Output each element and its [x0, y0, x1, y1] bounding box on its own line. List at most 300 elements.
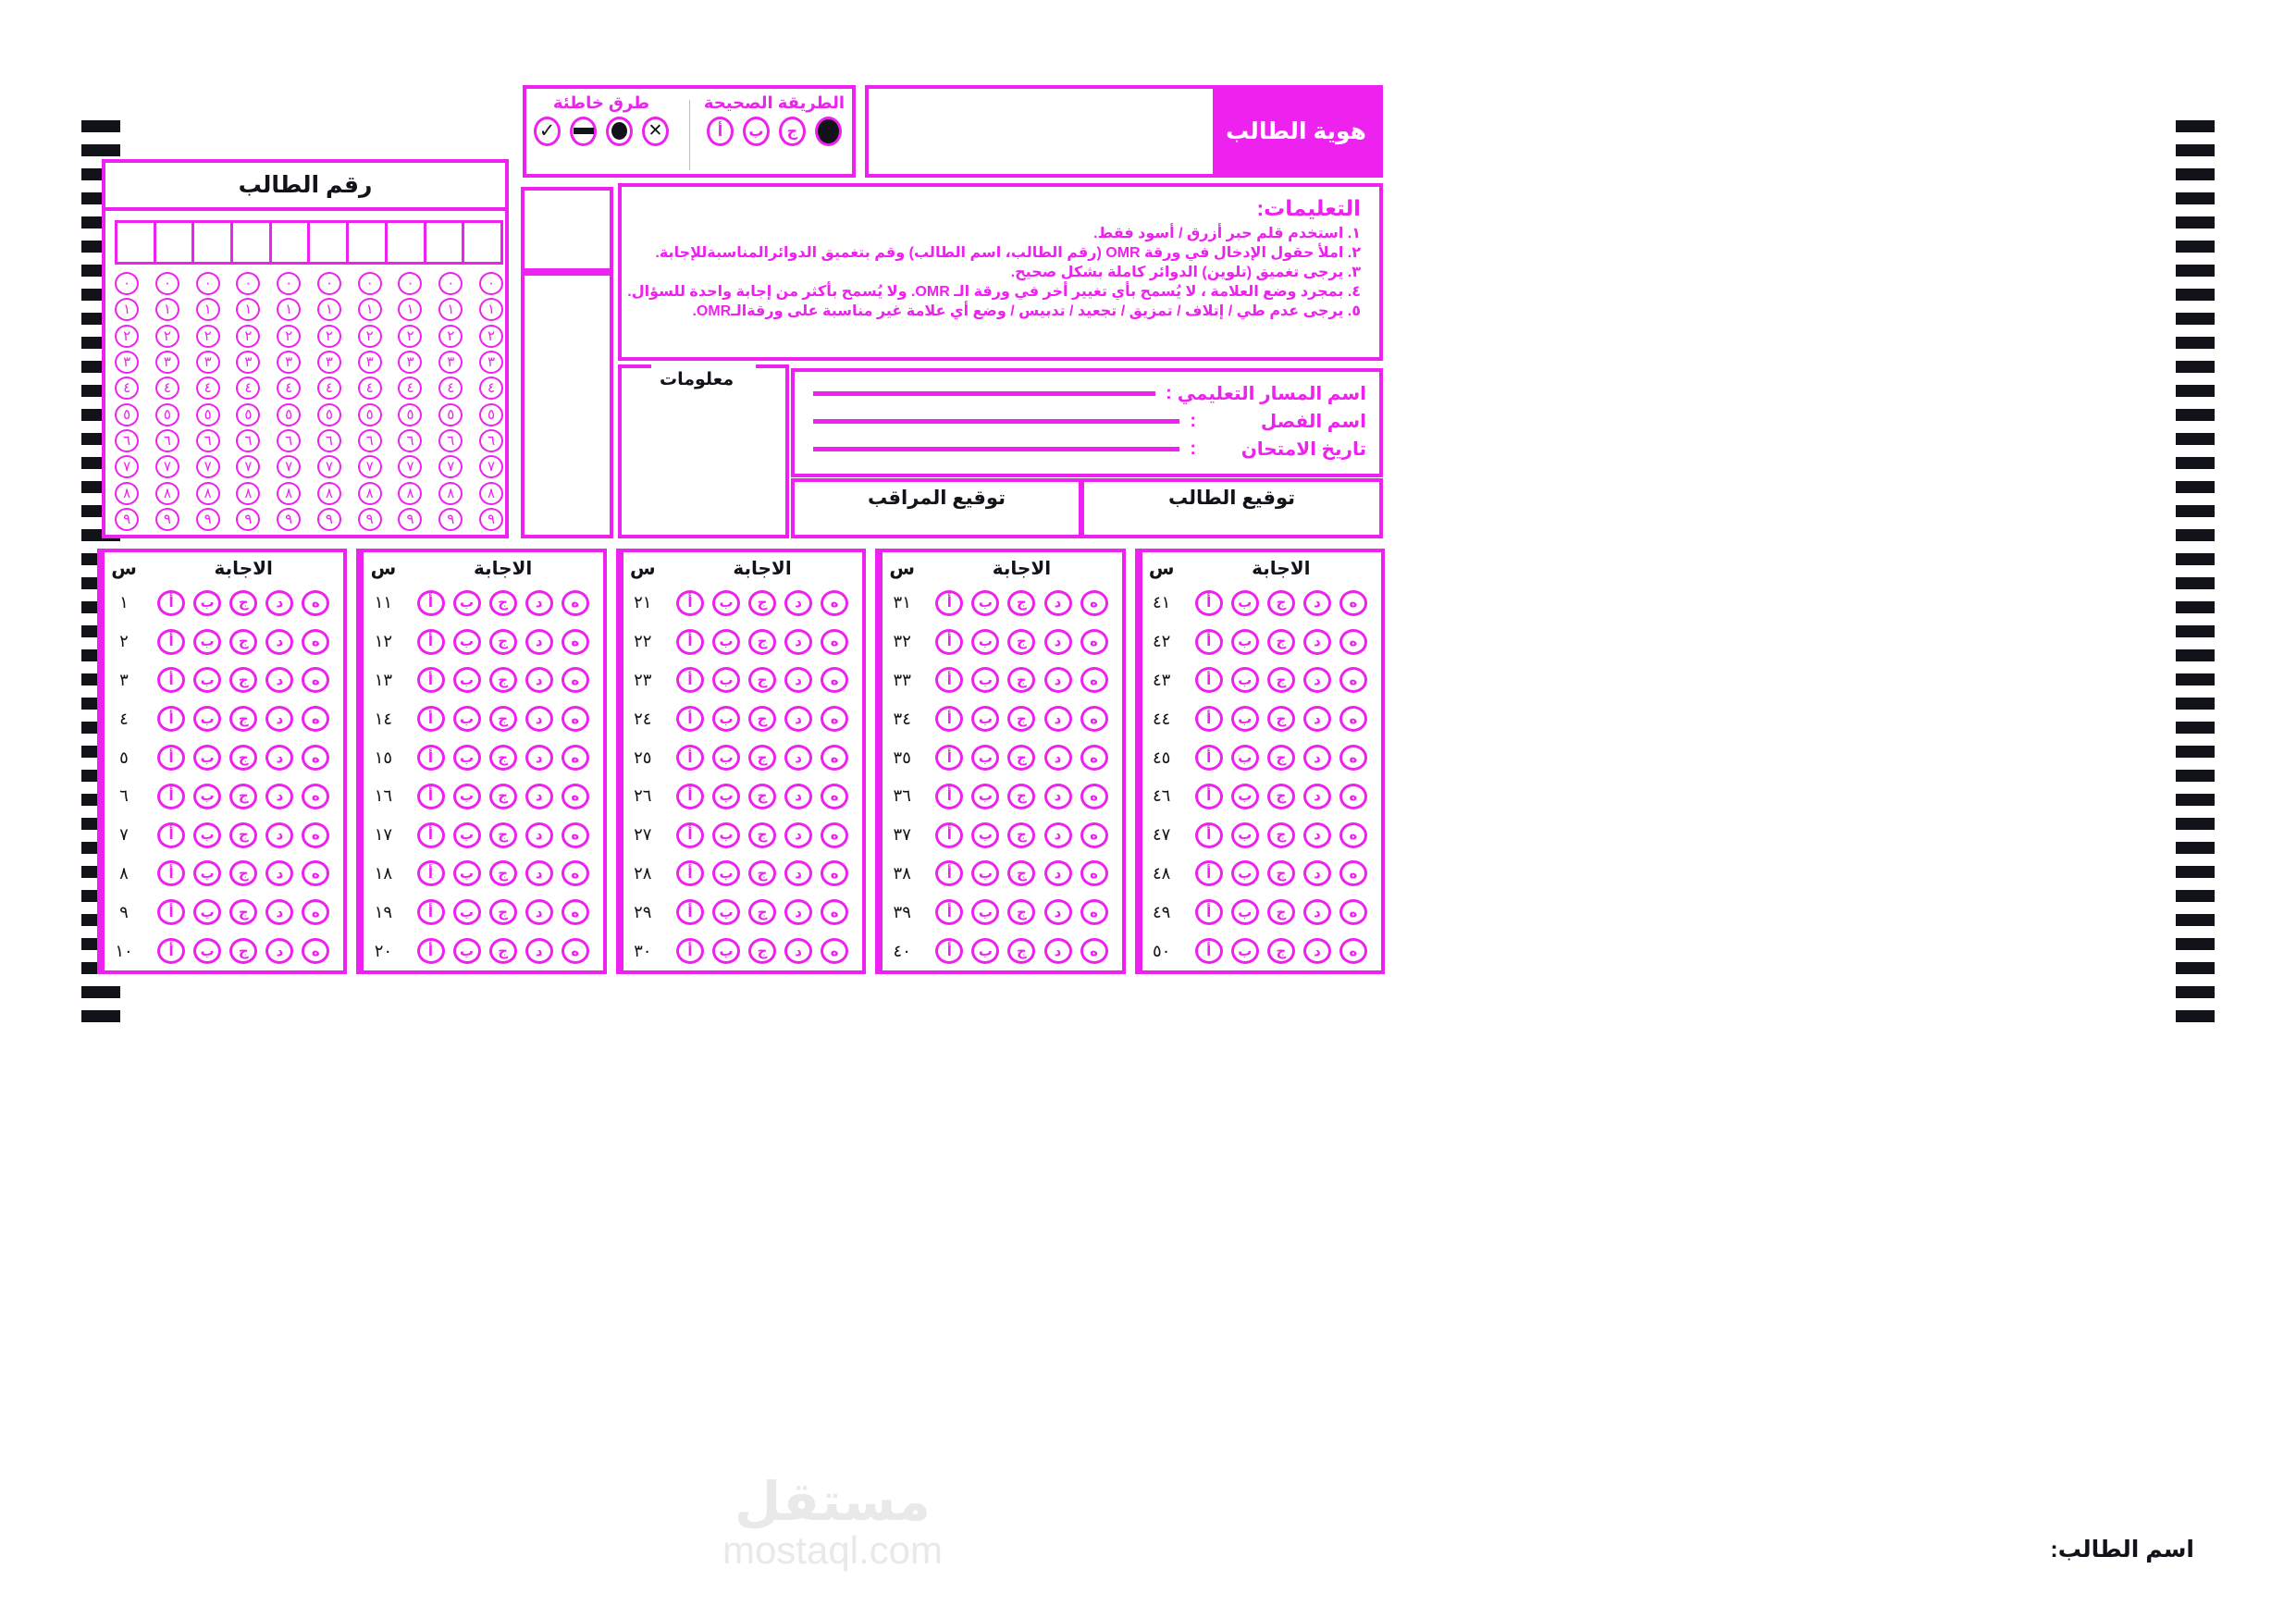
answer-option-bubble[interactable]: د	[525, 822, 553, 848]
student-number-bubble[interactable]: ٣	[438, 351, 463, 374]
answer-option-bubble[interactable]: د	[1303, 860, 1331, 886]
answer-option-bubble[interactable]: ج	[1267, 667, 1295, 693]
student-number-bubble[interactable]: ٣	[479, 351, 503, 374]
answer-option-bubble[interactable]: د	[1044, 629, 1072, 655]
student-number-bubble[interactable]: ٤	[155, 377, 179, 400]
answer-option-bubble[interactable]: أ	[676, 667, 704, 693]
student-number-bubble[interactable]: ٢	[277, 325, 301, 348]
answer-option-bubble[interactable]: ج	[229, 822, 257, 848]
answer-option-bubble[interactable]: أ	[417, 822, 445, 848]
answer-option-bubble[interactable]: ب	[453, 706, 481, 732]
answer-option-bubble[interactable]: د	[1044, 860, 1072, 886]
answer-option-bubble[interactable]: أ	[157, 706, 185, 732]
answer-option-bubble[interactable]: ب	[193, 667, 221, 693]
answer-option-bubble[interactable]: ب	[971, 860, 999, 886]
answer-option-bubble[interactable]: ب	[971, 745, 999, 771]
answer-option-bubble[interactable]: د	[1044, 706, 1072, 732]
student-number-entry-cell[interactable]	[462, 223, 500, 262]
answer-option-bubble[interactable]: ه	[821, 667, 848, 693]
student-number-bubble[interactable]: ٢	[398, 325, 422, 348]
student-signature-box[interactable]	[1080, 478, 1383, 538]
blank-box-lower[interactable]	[521, 272, 613, 538]
answer-option-bubble[interactable]: ب	[971, 590, 999, 616]
answer-option-bubble[interactable]: د	[784, 784, 812, 809]
answer-option-bubble[interactable]: ج	[748, 938, 776, 964]
answer-option-bubble[interactable]: ه	[302, 784, 329, 809]
supervisor-signature-box[interactable]	[791, 478, 1082, 538]
student-number-bubble[interactable]: ٧	[236, 455, 260, 478]
student-number-bubble[interactable]: ٢	[115, 325, 139, 348]
answer-option-bubble[interactable]: ه	[1339, 745, 1367, 771]
answer-option-bubble[interactable]: أ	[1195, 899, 1223, 925]
answer-option-bubble[interactable]: أ	[676, 706, 704, 732]
student-number-bubble[interactable]: ٤	[438, 377, 463, 400]
answer-option-bubble[interactable]: أ	[1195, 938, 1223, 964]
student-number-bubble[interactable]: ١	[196, 298, 220, 321]
answer-option-bubble[interactable]: ج	[1267, 899, 1295, 925]
answer-option-bubble[interactable]: ج	[1007, 629, 1035, 655]
answer-option-bubble[interactable]: ه	[302, 860, 329, 886]
answer-option-bubble[interactable]: د	[1303, 745, 1331, 771]
answer-option-bubble[interactable]: أ	[157, 629, 185, 655]
answer-option-bubble[interactable]: ه	[562, 860, 589, 886]
answer-option-bubble[interactable]: ج	[748, 706, 776, 732]
student-number-entry-cell[interactable]	[385, 223, 424, 262]
answer-option-bubble[interactable]: د	[525, 784, 553, 809]
student-number-bubble[interactable]: ٨	[196, 482, 220, 505]
student-number-bubble[interactable]: ٠	[115, 272, 139, 295]
student-number-bubble[interactable]: ٨	[358, 482, 382, 505]
answer-option-bubble[interactable]: أ	[935, 784, 963, 809]
student-number-bubble[interactable]: ٧	[358, 455, 382, 478]
answer-option-bubble[interactable]: ه	[562, 629, 589, 655]
answer-option-bubble[interactable]: ب	[193, 784, 221, 809]
answer-option-bubble[interactable]: ج	[1007, 706, 1035, 732]
answer-option-bubble[interactable]: ج	[1007, 938, 1035, 964]
answer-option-bubble[interactable]: ه	[821, 706, 848, 732]
answer-option-bubble[interactable]: د	[784, 899, 812, 925]
answer-option-bubble[interactable]: ج	[748, 745, 776, 771]
answer-option-bubble[interactable]: د	[784, 629, 812, 655]
answer-option-bubble[interactable]: ج	[748, 629, 776, 655]
answer-option-bubble[interactable]: ب	[193, 938, 221, 964]
answer-option-bubble[interactable]: ب	[453, 590, 481, 616]
student-number-bubble[interactable]: ١	[398, 298, 422, 321]
student-number-bubble[interactable]: ٠	[155, 272, 179, 295]
answer-option-bubble[interactable]: أ	[1195, 667, 1223, 693]
student-number-bubble[interactable]: ٧	[277, 455, 301, 478]
student-number-bubble[interactable]: ٣	[155, 351, 179, 374]
answer-option-bubble[interactable]: أ	[935, 629, 963, 655]
answer-option-bubble[interactable]: أ	[417, 629, 445, 655]
student-number-bubble[interactable]: ٩	[196, 508, 220, 531]
answer-option-bubble[interactable]: أ	[157, 590, 185, 616]
answer-option-bubble[interactable]: د	[784, 667, 812, 693]
student-number-entry-cell[interactable]	[117, 223, 154, 262]
answer-option-bubble[interactable]: ه	[1339, 938, 1367, 964]
answer-option-bubble[interactable]: ه	[1080, 899, 1108, 925]
student-number-bubble[interactable]: ١	[479, 298, 503, 321]
student-number-bubble[interactable]: ٧	[479, 455, 503, 478]
answer-option-bubble[interactable]: ب	[1231, 938, 1259, 964]
answer-option-bubble[interactable]: ه	[1080, 706, 1108, 732]
answer-option-bubble[interactable]: ب	[712, 629, 740, 655]
answer-option-bubble[interactable]: ج	[1267, 706, 1295, 732]
answer-option-bubble[interactable]: ب	[712, 860, 740, 886]
answer-option-bubble[interactable]: ب	[193, 629, 221, 655]
answer-option-bubble[interactable]: ب	[1231, 899, 1259, 925]
student-number-bubble[interactable]: ١	[438, 298, 463, 321]
answer-option-bubble[interactable]: ج	[489, 822, 517, 848]
answer-option-bubble[interactable]: أ	[935, 938, 963, 964]
answer-option-bubble[interactable]: د	[265, 822, 293, 848]
answer-option-bubble[interactable]: ب	[712, 706, 740, 732]
answer-option-bubble[interactable]: أ	[157, 745, 185, 771]
answer-option-bubble[interactable]: ب	[193, 899, 221, 925]
answer-option-bubble[interactable]: ج	[748, 822, 776, 848]
student-number-bubble[interactable]: ٤	[358, 377, 382, 400]
answer-option-bubble[interactable]: ب	[712, 822, 740, 848]
answer-option-bubble[interactable]: ه	[821, 899, 848, 925]
information-field-input-line[interactable]	[813, 447, 1179, 451]
student-number-entry-cell[interactable]	[346, 223, 385, 262]
student-number-bubble[interactable]: ٦	[115, 429, 139, 452]
answer-option-bubble[interactable]: أ	[935, 899, 963, 925]
student-number-bubble[interactable]: ٦	[196, 429, 220, 452]
answer-option-bubble[interactable]: ج	[229, 590, 257, 616]
answer-option-bubble[interactable]: د	[1303, 899, 1331, 925]
answer-option-bubble[interactable]: د	[1303, 629, 1331, 655]
student-number-bubble[interactable]: ٩	[479, 508, 503, 531]
student-number-bubble[interactable]: ١	[115, 298, 139, 321]
answer-option-bubble[interactable]: د	[1044, 899, 1072, 925]
student-number-bubble[interactable]: ٦	[317, 429, 341, 452]
answer-option-bubble[interactable]: ه	[821, 745, 848, 771]
answer-option-bubble[interactable]: د	[525, 745, 553, 771]
answer-option-bubble[interactable]: ج	[489, 745, 517, 771]
answer-option-bubble[interactable]: د	[525, 706, 553, 732]
answer-option-bubble[interactable]: أ	[1195, 629, 1223, 655]
answer-option-bubble[interactable]: ب	[1231, 745, 1259, 771]
answer-option-bubble[interactable]: أ	[417, 860, 445, 886]
answer-option-bubble[interactable]: ه	[302, 938, 329, 964]
answer-option-bubble[interactable]: أ	[676, 938, 704, 964]
answer-option-bubble[interactable]: أ	[1195, 745, 1223, 771]
answer-option-bubble[interactable]: أ	[935, 822, 963, 848]
student-number-bubble[interactable]: ١	[317, 298, 341, 321]
answer-option-bubble[interactable]: ه	[821, 822, 848, 848]
student-number-bubble[interactable]: ٦	[236, 429, 260, 452]
answer-option-bubble[interactable]: ه	[1080, 629, 1108, 655]
answer-option-bubble[interactable]: د	[1044, 784, 1072, 809]
answer-option-bubble[interactable]: أ	[157, 667, 185, 693]
answer-option-bubble[interactable]: د	[265, 784, 293, 809]
answer-option-bubble[interactable]: د	[784, 590, 812, 616]
answer-option-bubble[interactable]: ج	[1007, 667, 1035, 693]
student-number-bubble[interactable]: ٠	[317, 272, 341, 295]
student-number-bubble[interactable]: ٨	[438, 482, 463, 505]
answer-option-bubble[interactable]: ب	[453, 938, 481, 964]
student-number-entry-cell[interactable]	[191, 223, 230, 262]
student-number-bubble[interactable]: ٣	[358, 351, 382, 374]
student-number-bubble[interactable]: ٤	[115, 377, 139, 400]
answer-option-bubble[interactable]: د	[1303, 938, 1331, 964]
answer-option-bubble[interactable]: ج	[489, 629, 517, 655]
answer-option-bubble[interactable]: د	[1303, 706, 1331, 732]
answer-option-bubble[interactable]: د	[1044, 822, 1072, 848]
student-number-entry-cell[interactable]	[230, 223, 269, 262]
answer-option-bubble[interactable]: ه	[1339, 590, 1367, 616]
answer-option-bubble[interactable]: د	[525, 899, 553, 925]
student-number-bubble[interactable]: ٩	[155, 508, 179, 531]
answer-option-bubble[interactable]: ج	[1267, 822, 1295, 848]
answer-option-bubble[interactable]: ه	[302, 899, 329, 925]
answer-option-bubble[interactable]: ب	[971, 899, 999, 925]
answer-option-bubble[interactable]: د	[265, 629, 293, 655]
answer-option-bubble[interactable]: د	[1303, 590, 1331, 616]
answer-option-bubble[interactable]: ه	[302, 667, 329, 693]
answer-option-bubble[interactable]: ب	[193, 590, 221, 616]
answer-option-bubble[interactable]: ج	[1267, 629, 1295, 655]
answer-option-bubble[interactable]: أ	[676, 899, 704, 925]
answer-option-bubble[interactable]: ج	[1007, 860, 1035, 886]
answer-option-bubble[interactable]: أ	[935, 590, 963, 616]
student-number-bubble[interactable]: ٣	[115, 351, 139, 374]
answer-option-bubble[interactable]: ه	[1339, 822, 1367, 848]
answer-option-bubble[interactable]: أ	[1195, 784, 1223, 809]
answer-option-bubble[interactable]: ه	[562, 822, 589, 848]
answer-option-bubble[interactable]: ب	[971, 822, 999, 848]
answer-option-bubble[interactable]: ب	[453, 629, 481, 655]
answer-option-bubble[interactable]: د	[265, 667, 293, 693]
student-number-bubble[interactable]: ٥	[317, 403, 341, 426]
answer-option-bubble[interactable]: ب	[453, 667, 481, 693]
information-field-input-line[interactable]	[813, 419, 1179, 424]
answer-option-bubble[interactable]: ه	[562, 745, 589, 771]
student-number-bubble[interactable]: ٧	[115, 455, 139, 478]
answer-option-bubble[interactable]: ج	[1267, 590, 1295, 616]
answer-option-bubble[interactable]: د	[265, 706, 293, 732]
answer-option-bubble[interactable]: ب	[1231, 590, 1259, 616]
answer-option-bubble[interactable]: د	[265, 590, 293, 616]
student-number-bubble[interactable]: ٨	[155, 482, 179, 505]
answer-option-bubble[interactable]: أ	[157, 860, 185, 886]
student-number-bubble[interactable]: ٤	[277, 377, 301, 400]
student-number-bubble[interactable]: ٢	[479, 325, 503, 348]
answer-option-bubble[interactable]: ج	[489, 899, 517, 925]
answer-option-bubble[interactable]: ب	[453, 860, 481, 886]
answer-option-bubble[interactable]: ج	[489, 590, 517, 616]
student-number-bubble[interactable]: ٧	[438, 455, 463, 478]
answer-option-bubble[interactable]: ه	[821, 860, 848, 886]
answer-option-bubble[interactable]: ه	[821, 938, 848, 964]
student-identity-field[interactable]	[869, 89, 1213, 174]
student-number-bubble[interactable]: ٦	[277, 429, 301, 452]
student-number-bubble[interactable]: ٦	[479, 429, 503, 452]
student-number-bubble[interactable]: ٢	[358, 325, 382, 348]
student-number-bubble[interactable]: ٣	[236, 351, 260, 374]
answer-option-bubble[interactable]: ه	[1339, 784, 1367, 809]
student-number-bubble[interactable]: ٨	[398, 482, 422, 505]
answer-option-bubble[interactable]: د	[1044, 745, 1072, 771]
student-number-bubble[interactable]: ٩	[115, 508, 139, 531]
answer-option-bubble[interactable]: ه	[562, 667, 589, 693]
answer-option-bubble[interactable]: أ	[417, 899, 445, 925]
answer-option-bubble[interactable]: ج	[748, 784, 776, 809]
answer-option-bubble[interactable]: ب	[971, 667, 999, 693]
answer-option-bubble[interactable]: ه	[821, 629, 848, 655]
student-number-bubble[interactable]: ٥	[115, 403, 139, 426]
student-number-entry-cell[interactable]	[424, 223, 463, 262]
answer-option-bubble[interactable]: ج	[748, 667, 776, 693]
answer-option-bubble[interactable]: ه	[1339, 667, 1367, 693]
answer-option-bubble[interactable]: ب	[712, 899, 740, 925]
answer-option-bubble[interactable]: ب	[193, 745, 221, 771]
student-number-entry-cell[interactable]	[269, 223, 308, 262]
answer-option-bubble[interactable]: ه	[302, 745, 329, 771]
student-number-bubble[interactable]: ٩	[277, 508, 301, 531]
answer-option-bubble[interactable]: ج	[1007, 899, 1035, 925]
answer-option-bubble[interactable]: ه	[302, 706, 329, 732]
answer-option-bubble[interactable]: ه	[1080, 938, 1108, 964]
student-number-bubble[interactable]: ٤	[479, 377, 503, 400]
student-number-bubble[interactable]: ٧	[196, 455, 220, 478]
answer-option-bubble[interactable]: ب	[453, 784, 481, 809]
answer-option-bubble[interactable]: ج	[229, 667, 257, 693]
answer-option-bubble[interactable]: ب	[712, 784, 740, 809]
student-number-bubble[interactable]: ٦	[438, 429, 463, 452]
answer-option-bubble[interactable]: ب	[453, 745, 481, 771]
answer-option-bubble[interactable]: أ	[417, 667, 445, 693]
answer-option-bubble[interactable]: ه	[562, 938, 589, 964]
student-number-bubble[interactable]: ٥	[155, 403, 179, 426]
answer-option-bubble[interactable]: ب	[193, 860, 221, 886]
answer-option-bubble[interactable]: أ	[157, 822, 185, 848]
answer-option-bubble[interactable]: أ	[676, 590, 704, 616]
answer-option-bubble[interactable]: أ	[417, 938, 445, 964]
student-number-bubble[interactable]: ٣	[196, 351, 220, 374]
student-number-bubble[interactable]: ٨	[236, 482, 260, 505]
student-number-bubble[interactable]: ١	[358, 298, 382, 321]
answer-option-bubble[interactable]: ب	[712, 938, 740, 964]
answer-option-bubble[interactable]: ه	[1339, 899, 1367, 925]
answer-option-bubble[interactable]: د	[525, 667, 553, 693]
answer-option-bubble[interactable]: ب	[1231, 784, 1259, 809]
student-number-bubble[interactable]: ٣	[277, 351, 301, 374]
answer-option-bubble[interactable]: ه	[1339, 860, 1367, 886]
answer-option-bubble[interactable]: د	[525, 860, 553, 886]
answer-option-bubble[interactable]: ه	[1080, 590, 1108, 616]
student-number-bubble[interactable]: ٥	[277, 403, 301, 426]
student-number-bubble[interactable]: ٦	[398, 429, 422, 452]
answer-option-bubble[interactable]: د	[525, 629, 553, 655]
answer-option-bubble[interactable]: ب	[453, 822, 481, 848]
answer-option-bubble[interactable]: د	[525, 938, 553, 964]
answer-option-bubble[interactable]: أ	[157, 784, 185, 809]
answer-option-bubble[interactable]: ه	[302, 822, 329, 848]
student-number-bubble[interactable]: ١	[236, 298, 260, 321]
answer-option-bubble[interactable]: ج	[489, 706, 517, 732]
answer-option-bubble[interactable]: ب	[1231, 860, 1259, 886]
student-number-bubble[interactable]: ٢	[236, 325, 260, 348]
student-number-bubble[interactable]: ٧	[155, 455, 179, 478]
student-number-bubble[interactable]: ٤	[398, 377, 422, 400]
student-number-bubble[interactable]: ٧	[398, 455, 422, 478]
student-number-bubble[interactable]: ٢	[196, 325, 220, 348]
answer-option-bubble[interactable]: ه	[1080, 822, 1108, 848]
answer-option-bubble[interactable]: ه	[302, 629, 329, 655]
student-number-bubble[interactable]: ٥	[358, 403, 382, 426]
answer-option-bubble[interactable]: أ	[417, 784, 445, 809]
answer-option-bubble[interactable]: ه	[562, 784, 589, 809]
answer-option-bubble[interactable]: ج	[229, 860, 257, 886]
answer-option-bubble[interactable]: ج	[1267, 938, 1295, 964]
answer-option-bubble[interactable]: ه	[821, 590, 848, 616]
student-number-bubble[interactable]: ٤	[236, 377, 260, 400]
answer-option-bubble[interactable]: ج	[1267, 745, 1295, 771]
answer-option-bubble[interactable]: ب	[712, 667, 740, 693]
answer-option-bubble[interactable]: ب	[971, 629, 999, 655]
answer-option-bubble[interactable]: ج	[1007, 822, 1035, 848]
answer-option-bubble[interactable]: ج	[1007, 745, 1035, 771]
answer-option-bubble[interactable]: ه	[562, 590, 589, 616]
answer-option-bubble[interactable]: ه	[562, 706, 589, 732]
student-number-bubble[interactable]: ٥	[438, 403, 463, 426]
answer-option-bubble[interactable]: د	[784, 860, 812, 886]
student-number-bubble[interactable]: ٣	[317, 351, 341, 374]
answer-option-bubble[interactable]: ب	[712, 745, 740, 771]
student-number-bubble[interactable]: ٨	[277, 482, 301, 505]
answer-option-bubble[interactable]: ب	[971, 706, 999, 732]
answer-option-bubble[interactable]: أ	[417, 706, 445, 732]
answer-option-bubble[interactable]: ج	[229, 784, 257, 809]
answer-option-bubble[interactable]: أ	[1195, 860, 1223, 886]
answer-option-bubble[interactable]: ب	[1231, 629, 1259, 655]
student-number-bubble[interactable]: ٩	[398, 508, 422, 531]
answer-option-bubble[interactable]: د	[265, 899, 293, 925]
answer-option-bubble[interactable]: ه	[1339, 706, 1367, 732]
student-number-bubble[interactable]: ٥	[196, 403, 220, 426]
answer-option-bubble[interactable]: ه	[1080, 667, 1108, 693]
student-number-bubble[interactable]: ٠	[398, 272, 422, 295]
student-number-bubble[interactable]: ٥	[236, 403, 260, 426]
student-number-bubble[interactable]: ٦	[155, 429, 179, 452]
information-field-input-line[interactable]	[813, 391, 1155, 396]
answer-option-bubble[interactable]: أ	[417, 745, 445, 771]
answer-option-bubble[interactable]: ب	[971, 784, 999, 809]
answer-option-bubble[interactable]: د	[265, 860, 293, 886]
answer-option-bubble[interactable]: أ	[676, 860, 704, 886]
answer-option-bubble[interactable]: ب	[971, 938, 999, 964]
student-number-bubble[interactable]: ١	[155, 298, 179, 321]
answer-option-bubble[interactable]: ج	[229, 938, 257, 964]
student-number-bubble[interactable]: ٠	[196, 272, 220, 295]
answer-option-bubble[interactable]: أ	[935, 745, 963, 771]
student-number-bubble[interactable]: ٩	[236, 508, 260, 531]
student-number-bubble[interactable]: ٥	[479, 403, 503, 426]
answer-option-bubble[interactable]: ه	[1080, 745, 1108, 771]
answer-option-bubble[interactable]: ه	[821, 784, 848, 809]
student-number-bubble[interactable]: ٨	[115, 482, 139, 505]
answer-option-bubble[interactable]: أ	[935, 667, 963, 693]
answer-option-bubble[interactable]: ج	[1267, 860, 1295, 886]
student-number-bubble[interactable]: ٩	[317, 508, 341, 531]
student-number-entry-cell[interactable]	[307, 223, 346, 262]
answer-option-bubble[interactable]: د	[1044, 938, 1072, 964]
student-number-bubble[interactable]: ٨	[479, 482, 503, 505]
answer-option-bubble[interactable]: د	[1303, 667, 1331, 693]
answer-option-bubble[interactable]: أ	[676, 745, 704, 771]
